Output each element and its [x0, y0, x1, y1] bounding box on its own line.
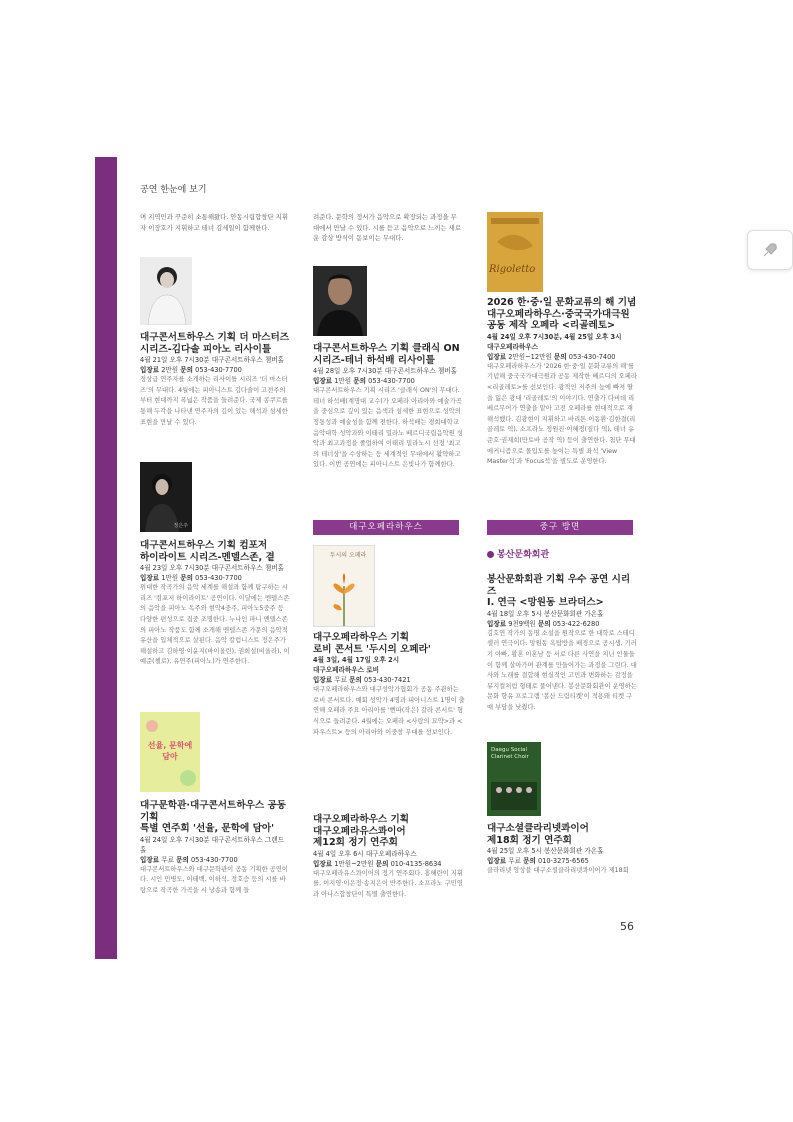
- event-title-line: 대구콘서트하우스 기획 클래식 ON: [313, 343, 460, 354]
- event-title-line: 제18회 정기 연주회: [487, 834, 572, 846]
- event-date: 4월 24일 오후 7시30분, 4월 25일 오후 3시: [487, 332, 622, 341]
- event-title-line: 대구오페라하우스·중국국가대극원: [487, 308, 630, 320]
- section-banner-jung-gu: 중구 방면: [487, 520, 633, 535]
- event-title-line: Ⅰ. 연극 <망원동 브라더스>: [487, 597, 604, 609]
- event-title-line: 대구콘서트하우스 기획 더 마스터즈: [140, 332, 290, 343]
- bullet-dot-icon: [487, 551, 494, 558]
- rocket-icon: [761, 241, 779, 259]
- event-body: 대구콘서트하우스와 대구문학관이 공동 기획한 공연이다. 시인 민병도, 이태백, 이하석, 정호승 등의 시를 바탕으로 작곡한 가곡을 시 낭송과 함께 들: [140, 865, 288, 894]
- event-fee-line: 입장료 2만원~12만원 문의 053-430-7400: [487, 352, 616, 361]
- col1-event2: [140, 540, 290, 668]
- event-title-line: 공동 제작 오페라 <리골레토>: [487, 320, 616, 332]
- opera-lobby-poster: [313, 545, 375, 627]
- col2-event1: [313, 343, 465, 471]
- event-title-line: 대구오페라하우스 기획: [313, 632, 410, 643]
- poster-text: Daegu Social Clarinet Choir: [491, 747, 529, 760]
- photo-caption: 정은주: [173, 523, 188, 529]
- literature-concert-poster: [140, 712, 200, 792]
- event-date: 4월 25일 오후 5시 봉산문화회관 가온홀: [487, 847, 604, 856]
- col2-intro: 려준다. 문학의 정서가 음악으로 확장되는 과정을 무대에서 만날 수 있다. 시를 듣고 음악으로 느끼는 새로운 감상 방식이 돋보이는 무대다.: [313, 213, 461, 243]
- col3-event3: [487, 823, 637, 877]
- poster-text: 선율, 문학에 담아: [147, 741, 193, 761]
- event-date: 4월 4일 오후 6시 대구오페라하우스: [313, 849, 417, 858]
- event-date: 4월 21일 오후 7시30분 대구콘서트하우스 챔버홀: [140, 356, 284, 365]
- event-body: 대구오페라하우스가 '2026 한·중·일 문화교류의 해'를 기념해 중국국가대극원과 공동 제작한 베르디의 오페라 <리골레토>를 선보인다. 광적인 저주의 늪에 빠져 딸을 잃은 광대 '리골레토'의 이야기다. 연출가 다비데 리베르무어가 연출을 맡아 고전 오페라를 현대적으로 재해석했다. 김광현이 지휘하고 바리톤 이동환·김한결(리골레토 역), 소프라노 정원진·이혜정(질다 역), 테너 유준호·권재희(만토바 공작 역) 등이 출연한다. 첨단 무대 메커니즘으로 몰입도를 높이는 특별 좌석 'View Master석'과 'Focus석'을 별도로 운영한다.: [487, 362, 637, 466]
- event-fee-line: 입장료 무료 문의 053-430-7421: [313, 676, 411, 685]
- event-title-line: 시리즈-테너 하석배 리사이틀: [313, 354, 435, 366]
- event-body: 김호연 작가의 동명 소설을 원작으로 한 대학로 스테디셀러 연극이다. 망원동 옥탑방을 배경으로 공시생, 기러기 아빠, 황혼 이혼남 등 서로 다른 사연을 지닌 인물들이 함께 살아가며 관계를 만들어가는 과정을 그린다. 대사와 노래를 결합해 현실적인 고민과 변화하는 감정을 뮤지컬처럼 형태로 풀어낸다. 봉산문화회관이 운영하는 문화 향유 프로그램 '봉산 드림티켓'이 적용돼 티켓 구매 부담을 낮췄다.: [487, 629, 637, 711]
- col1-event1: [140, 332, 290, 428]
- event-fee-line: 입장료 무료 문의 053-430-7700: [140, 855, 238, 864]
- col3-event2: [487, 574, 637, 714]
- event-title-line: 로비 콘서트 '두시의 오페라': [313, 643, 431, 655]
- event-venue: 대구오페라하우스 로비: [313, 666, 379, 675]
- event-date: 4월 24일 오후 7시30분 대구콘서트하우스 그랜드홀: [140, 835, 284, 854]
- event-title-line: 대구소셜클라리넷콰이어: [487, 823, 589, 834]
- event-title-line: 특별 연주회 '선율, 문학에 담아': [140, 823, 275, 835]
- event-date: 4월 28일 오후 7시30분 대구콘서트하우스 챔버홀: [313, 367, 457, 376]
- rigoletto-poster: [487, 212, 543, 292]
- purple-sidebar-bar: [95, 157, 117, 959]
- event-body: 정상급 연주자를 소개하는 리사이틀 시리즈 '더 마스터즈'의 무대다. 4월에는 피아니스트 김다솔이 고전주의부터 현대까지 폭넓은 작품을 들려준다. 국제 콩쿠르를 통해 두각을 나타낸 연주자의 깊이 있는 해석과 섬세한 표현을 만날 수 있다.: [140, 376, 288, 426]
- event-date: 4월 23일 오후 7시30분 대구콘서트하우스 챔버홀: [140, 564, 284, 573]
- tenor-photo: [313, 266, 367, 336]
- event-title-line: 대구콘서트하우스 기획 컴포저: [140, 540, 268, 551]
- event-title-line: 대구오페라하우스 기획: [313, 814, 410, 825]
- event-body: 대구콘서트하우스 기획 시리즈 '클래식 ON'의 무대다. 테너 하석배(계명대 교수)가 오페라 아리아와 예술가곡을 중심으로 깊이 있는 음색과 섬세한 표현으로 성악의 정통성과 예술성을 함께 전한다. 하석배는 경희대학교 음악대학 성악과와 이태리 밀라노 베르디국립음악원 성악과 최고과정을 졸업하여 이태리 밀라노시 선정 '최고의 테너상'을 수상하는 등 세계적인 무대에서 활약하고 있다. 이번 공연에는 피아니스트 은빛나가 함께한다.: [313, 387, 463, 469]
- event-title-line: 봉산문화회관 기획 우수 공연 시리즈: [487, 574, 631, 597]
- event-title-line: 제12회 정기 연주회: [313, 837, 398, 849]
- event-body: 대구오페라유스콰이어의 정기 연주회다. 홍혜란이 지휘를, 이지영·이은정·송지은이 반주한다. 소프라노 구민영과 아나스합창단이 특별 출연한다.: [313, 869, 463, 898]
- clarinet-choir-poster: [487, 742, 541, 816]
- event-date: 4월 3일, 4월 17일 오후 2시: [313, 656, 400, 665]
- event-title-line: 대구오페라유스콰이어: [313, 825, 406, 837]
- poster-text: 두시의 오페라: [329, 552, 367, 559]
- event-date: 4월 18일 오후 5시 봉산문화회관 가온홀: [487, 609, 604, 618]
- event-body: 클라리넷 앙상블 대구소셜클라리넷콰이어가 제18회: [487, 867, 629, 875]
- pianist-photo: [140, 257, 192, 325]
- event-fee-line: 입장료 1만원~2만원 문의 010-4135-8634: [313, 859, 442, 868]
- col1-event3: [140, 800, 290, 897]
- event-title-line: 시리즈-김다솔 피아노 리사이틀: [140, 343, 272, 355]
- event-fee-line: 입장료 2만원 문의 053-430-7700: [140, 366, 242, 375]
- col3-event1: [487, 297, 637, 468]
- event-venue: 대구오페라하우스: [487, 342, 538, 351]
- column-1: [140, 212, 288, 233]
- event-body: 위대한 작곡가의 음악 세계를 해설과 함께 탐구하는 시리즈 '컴포저 하이라이트' 공연이다. 이달에는 멘델스존의 음악을 피아노 독주와 현악4중주, 피아노5중주 등 다양한 편성으로 집중 조명한다. 누나인 파니 멘델스존의 피아노 작품도 함께 소개해 멘델스존 가문의 음악적 유산을 입체적으로 살핀다. 음악 칼럼니스트 정은주가 해설하고 김하영·이윤지(바이올린), 권희설(비올라), 이예준(첼로), 유연주(피아노)가 연주한다.: [140, 584, 290, 666]
- event-fee-line: 입장료 9천9백원 문의 053-422-6280: [487, 619, 600, 628]
- composer-series-photo: [140, 462, 192, 532]
- col2-event3: [313, 814, 465, 901]
- page-number: 56: [620, 920, 634, 933]
- share-button[interactable]: [747, 230, 793, 270]
- poster-text: Rigoletto: [489, 264, 536, 275]
- venue-heading: 봉산문화회관: [487, 547, 549, 560]
- section-label: 공연 한눈에 보기: [140, 185, 207, 195]
- event-title-line: 대구문학관·대구콘서트하우스 공동 기획: [140, 800, 286, 823]
- column-2: [313, 212, 463, 244]
- col1-intro: 며 지역민과 꾸준히 소통해왔다. 안동시립합창단 지휘자 이장호가 지휘하고 테너 김세일이 함께한다.: [140, 213, 289, 232]
- event-fee-line: 입장료 1만원 문의 053-430-7700: [140, 574, 242, 583]
- event-title-line: 2026 한·중·일 문화교류의 해 기념: [487, 297, 637, 308]
- event-fee-line: 입장료 무료 문의 010-3275-6565: [487, 857, 589, 866]
- event-body: 대구오페라하우스와 대구성악가협회가 공동 주관하는 로비 콘서트다. 매회 성악가 4명과 피아니스트 1명이 출연해 오페라 주요 아리아를 '뻔따(작은) 갈라 콘서트' 형식으로 들려준다. 4월에는 오페라 <사랑의 묘약>과 <파우스트> 등의 아리아와 이중창 무대를 선보인다.: [313, 686, 465, 736]
- event-fee-line: 입장료 1만원 문의 053-430-7700: [313, 377, 415, 386]
- col2-event2: [313, 632, 465, 738]
- event-title-line: 하이라이트 시리즈-멘델스존, 곁: [140, 551, 275, 563]
- section-banner-opera-house: 대구오페라하우스: [313, 520, 459, 535]
